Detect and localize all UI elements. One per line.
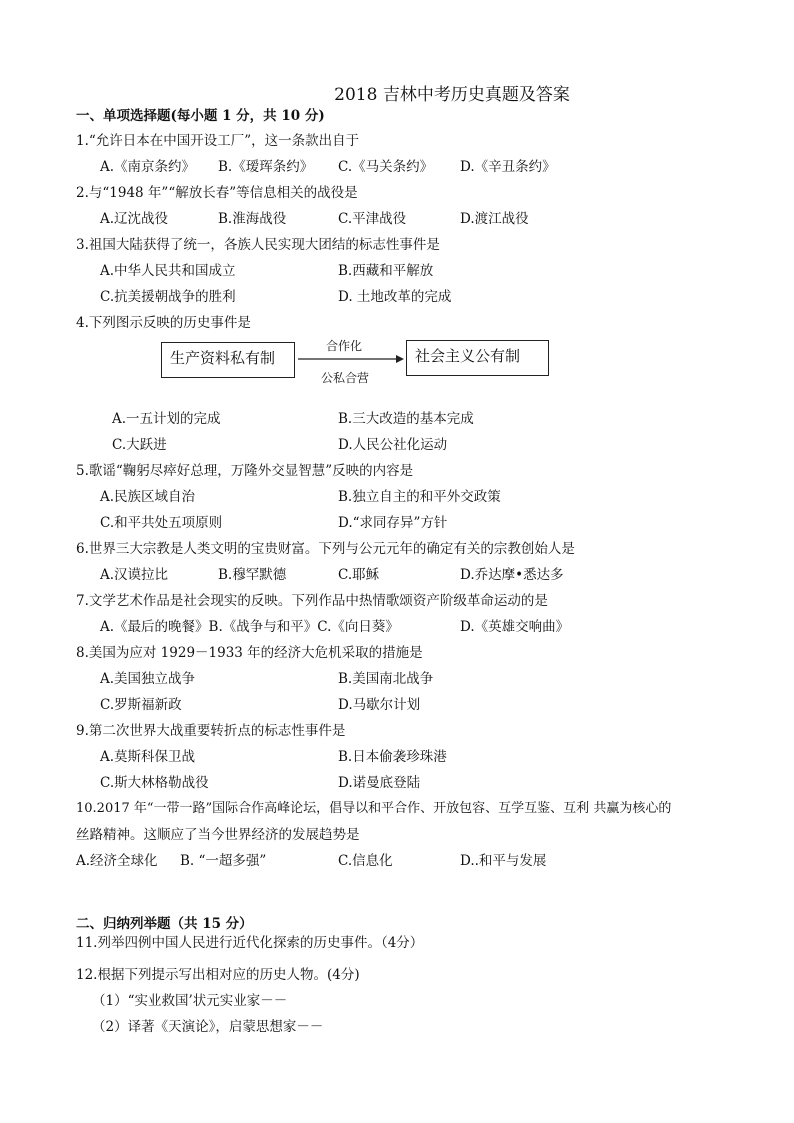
section-heading-choice: 一、单项选择题(每小题 1 分，共 10 分) [76,108,325,124]
question-1-stem: 1.“允许日本在中国开设工厂”，这一条款出自于 [76,133,360,149]
page-title: 2018 吉林中考历史真题及答案 [334,85,570,105]
question-8-stem: 8.美国为应对 1929－1933 年的经济大危机采取的措施是 [76,645,423,661]
question-10-option-c: C.信息化 [338,853,393,869]
question-1-option-c: C.《马关条约》 [338,159,434,175]
question-4-stem: 4.下列图示反映的历史事件是 [76,315,251,331]
question-9-option-c: C.斯大林格勒战役 [100,775,209,791]
question-4-option-a: A.一五计划的完成 [112,411,221,427]
question-10-option-a: A.经济全球化 [76,853,158,869]
question-2-option-b: B.淮海战役 [218,211,287,227]
arrow-label-bottom: 公私合营 [321,371,370,385]
question-1-option-b: B.《瑷珲条约》 [218,159,314,175]
question-4-option-d: D.人民公社化运动 [338,437,448,453]
question-7-option-d: D.《英雄交响曲》 [460,619,570,635]
question-5-option-a: A.民族区域自治 [100,489,196,505]
question-7-options-abc: A.《最后的晚餐》B.《战争与和平》C.《向日葵》 [100,619,399,635]
question-7-stem: 7.文学艺术作品是社会现实的反映。下列作品中热情歌颂资产阶级革命运动的是 [76,593,548,609]
question-1-option-a: A.《南京条约》 [100,159,196,175]
question-2-option-a: A.辽沈战役 [100,211,169,227]
question-2-option-d: D.渡江战役 [460,211,529,227]
question-6-option-d: D.乔达摩•悉达多 [460,567,564,583]
diagram-right-box: 社会主义公有制 [406,340,549,376]
question-9-option-a: A.莫斯科保卫战 [100,749,196,765]
section-heading-list: 二、归纳列举题（共 15 分） [76,916,253,932]
question-8-option-b: B.美国南北战争 [338,671,434,687]
question-2-stem: 2.与“1948 年”“解放长春”等信息相关的战役是 [76,185,358,201]
question-6-option-b: B.穆罕默德 [218,567,287,583]
question-6-option-c: C.耶稣 [338,567,380,583]
question-3-option-d: D. 土地改革的完成 [338,289,452,305]
question-8-option-d: D.马歇尔计划 [338,697,421,713]
question-12-item-1: （1）“实业救国’状元实业家－－ [92,993,288,1009]
question-5-option-d: D.“求同存异”方针 [338,515,448,531]
question-5-option-b: B.独立自主的和平外交政策 [338,489,501,505]
question-9-stem: 9.第二次世界大战重要转折点的标志性事件是 [76,723,346,739]
question-10-option-d: D..和平与发展 [460,853,547,869]
question-10-stem-line1: 10.2017 年“一带一路”国际合作高峰论坛，倡导以和平合作、开放包容、互学互鉴、互利 共赢为核心的 [76,801,672,816]
question-4-option-b: B.三大改造的基本完成 [338,411,474,427]
question-3-option-b: B.西藏和平解放 [338,263,434,279]
question-8-option-c: C.罗斯福新政 [100,697,182,713]
question-3-option-a: A.中华人民共和国成立 [100,263,236,279]
question-11-stem: 11.列举四例中国人民进行近代化探索的历史事件。（4分） [76,935,424,951]
question-2-option-c: C.平津战役 [338,211,407,227]
question-5-option-c: C.和平共处五项原则 [100,515,223,531]
diagram-left-box: 生产资料私有制 [161,342,295,378]
question-10-option-b: B. “一超多强” [180,853,267,869]
question-4-option-c: C.大跃进 [112,437,167,453]
question-6-option-a: A.汉谟拉比 [100,567,169,583]
question-8-option-a: A.美国独立战争 [100,671,196,687]
question-3-stem: 3.祖国大陆获得了统一，各族人民实现大团结的标志性事件是 [76,237,440,253]
question-6-stem: 6.世界三大宗教是人类文明的宝贵财富。下列与公元元年的确定有关的宗教创始人是 [76,541,575,557]
question-9-option-d: D.诺曼底登陆 [338,775,421,791]
question-12-item-2: （2）译著《天演论》，启蒙思想家－－ [92,1019,324,1035]
question-10-stem-line2: 丝路精神。这顺应了当今世界经济的发展趋势是 [76,827,360,843]
arrow-label-top: 合作化 [326,339,363,353]
arrow-right-icon [296,353,406,365]
question-5-stem: 5.歌谣“鞠躬尽瘁好总理，万隆外交显智慧”反映的内容是 [76,463,414,479]
question-3-option-c: C.抗美援朝战争的胜利 [100,289,236,305]
question-12-stem: 12.根据下列提示写出相对应的历史人物。(4分) [76,967,360,983]
question-9-option-b: B.日本偷袭珍珠港 [338,749,447,765]
question-1-option-d: D.《辛丑条约》 [460,159,556,175]
